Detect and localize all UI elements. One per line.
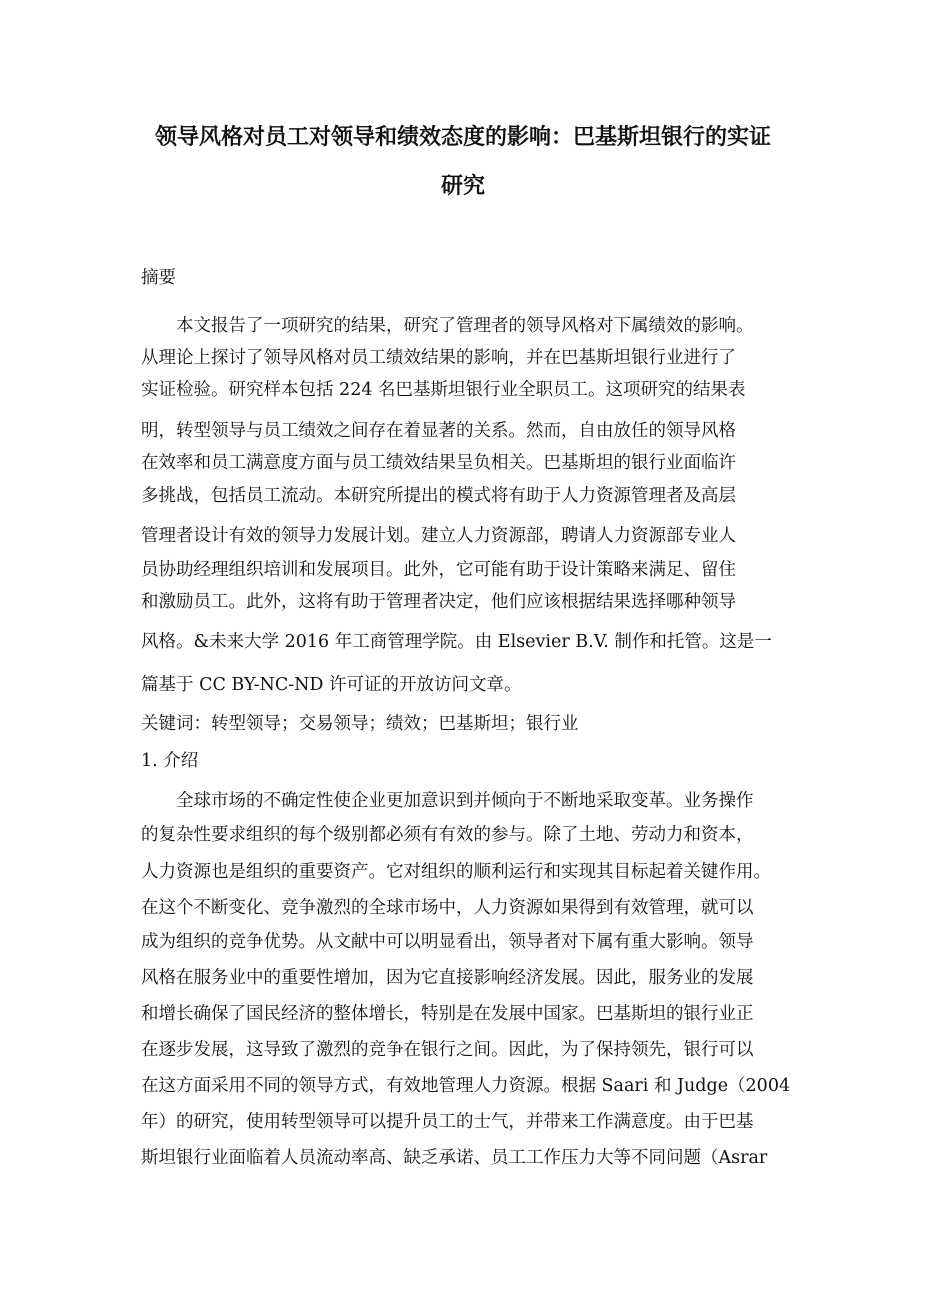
abstract-line: 管理者设计有效的领导力发展计划。建立人力资源部，聘请人力资源部专业人 — [141, 526, 736, 546]
document-title-line-1: 领导风格对员工对领导和绩效态度的影响：巴基斯坦银行的实证 — [154, 125, 771, 150]
abstract-line: 本文报告了一项研究的结果，研究了管理者的领导风格对下属绩效的影响。 — [176, 316, 754, 336]
intro-line: 风格在服务业中的重要性增加，因为它直接影响经济发展。因此，服务业的发展 — [141, 968, 754, 988]
intro-line: 成为组织的竞争优势。从文献中可以明显看出，领导者对下属有重大影响。领导 — [141, 932, 754, 952]
abstract-line: 风格。&未来大学 2016 年工商管理学院。由 Elsevier B.V. 制作和托管。这是一 — [141, 632, 772, 652]
abstract-line: 从理论上探讨了领导风格对员工绩效结果的影响，并在巴基斯坦银行业进行了 — [141, 348, 736, 368]
intro-line: 和增长确保了国民经济的整体增长，特别是在发展中国家。巴基斯坦的银行业正 — [141, 1004, 754, 1024]
abstract-heading: 摘要 — [141, 268, 176, 288]
abstract-line: 员协助经理组织培训和发展项目。此外，它可能有助于设计策略来满足、留住 — [141, 560, 736, 580]
intro-line: 在这个不断变化、竞争激烈的全球市场中，人力资源如果得到有效管理，就可以 — [141, 898, 754, 918]
intro-line: 斯坦银行业面临着人员流动率高、缺乏承诺、员工工作压力大等不同问题（Asrar — [141, 1148, 768, 1168]
intro-line: 全球市场的不确定性使企业更加意识到并倾向于不断地采取变革。业务操作 — [176, 791, 754, 811]
intro-line: 在这方面采用不同的领导方式，有效地管理人力资源。根据 Saari 和 Judge（2004 — [141, 1076, 791, 1096]
intro-line: 年）的研究，使用转型领导可以提升员工的士气，并带来工作满意度。由于巴基 — [141, 1112, 754, 1132]
keywords-line: 关键词：转型领导；交易领导；绩效；巴基斯坦；银行业 — [141, 714, 579, 734]
abstract-line: 实证检验。研究样本包括 224 名巴基斯坦银行业全职员工。这项研究的结果表 — [141, 380, 746, 400]
abstract-line: 篇基于 CC BY-NC-ND 许可证的开放访问文章。 — [141, 675, 522, 695]
abstract-line: 明，转型领导与员工绩效之间存在着显著的关系。然而，自由放任的领导风格 — [141, 421, 736, 441]
section-heading: 1. 介绍 — [141, 751, 199, 771]
abstract-line: 在效率和员工满意度方面与员工绩效结果呈负相关。巴基斯坦的银行业面临许 — [141, 453, 736, 473]
abstract-line: 和激励员工。此外，这将有助于管理者决定，他们应该根据结果选择哪种领导 — [141, 592, 736, 612]
document-title-line-2: 研究 — [440, 174, 485, 199]
intro-line: 的复杂性要求组织的每个级别都必须有有效的参与。除了土地、劳动力和资本， — [141, 825, 754, 845]
intro-line: 人力资源也是组织的重要资产。它对组织的顺利运行和实现其目标起着关键作用。 — [141, 862, 771, 882]
abstract-line: 多挑战，包括员工流动。本研究所提出的模式将有助于人力资源管理者及高层 — [141, 486, 736, 506]
intro-line: 在逐步发展，这导致了激烈的竞争在银行之间。因此，为了保持领先，银行可以 — [141, 1040, 754, 1060]
